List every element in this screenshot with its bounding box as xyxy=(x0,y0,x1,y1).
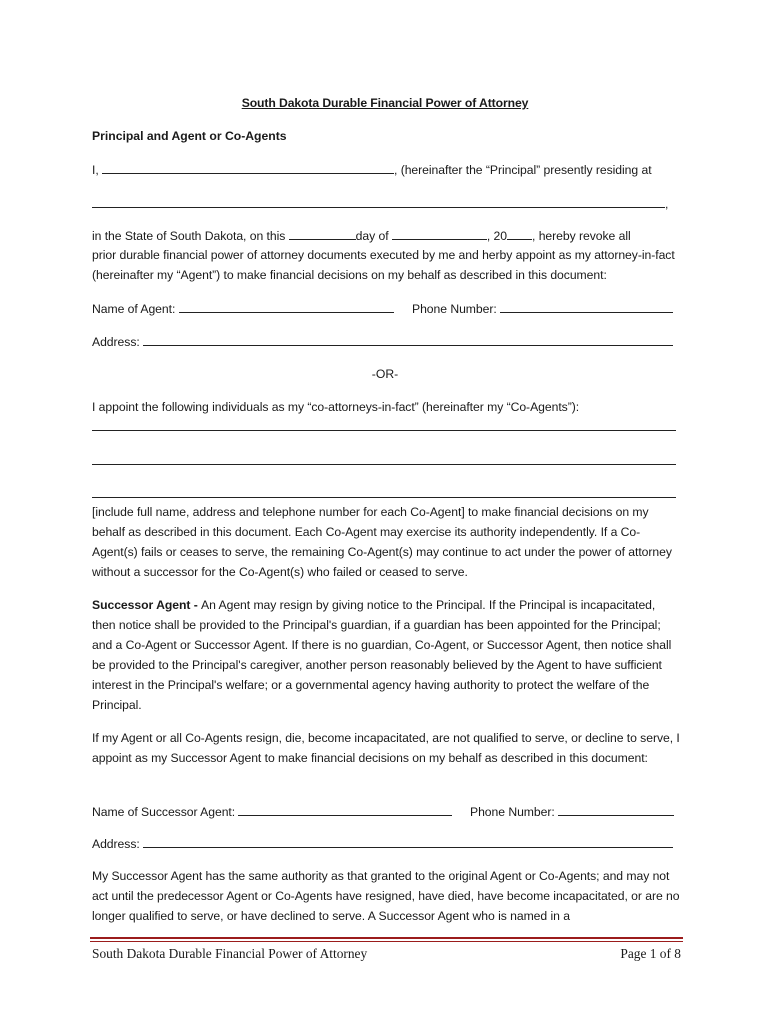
coagents-intro: I appoint the following individuals as my “co-attorneys-in-fact” (hereinafter my “Co-Agents”): xyxy=(92,400,580,414)
principal-name-blank[interactable] xyxy=(102,162,394,174)
state-text-c: , 20 xyxy=(486,229,508,243)
principal-residence-line xyxy=(92,196,668,211)
agent-address-row xyxy=(92,334,673,349)
state-date-line xyxy=(92,228,631,243)
resign-paragraph: If my Agent or all Co-Agents resign, die, become incapacitated, are not qualified to serve, or decline to serve, I appoint as my Successor Agent to make financial decisions on my behalf as described in this document: xyxy=(92,731,680,765)
agent-name-blank[interactable] xyxy=(179,301,394,313)
successor-paragraph xyxy=(92,595,682,715)
principal-suffix: , (hereinafter the “Principal” presently residing at xyxy=(394,163,652,177)
residence-comma: , xyxy=(665,197,669,211)
successor-phone-row xyxy=(470,804,674,819)
month-blank[interactable] xyxy=(392,228,487,240)
day-blank[interactable] xyxy=(289,228,356,240)
coagent-blank-2[interactable] xyxy=(92,464,676,465)
coagent-blank-1[interactable] xyxy=(92,430,676,431)
footer-title: South Dakota Durable Financial Power of Attorney xyxy=(92,946,368,961)
revoke-paragraph: prior durable financial power of attorney documents executed by me and herby appoint as my attorney-in-fact (hereinafter my “Agent”) to make financial decisions on my behalf as described in this document: xyxy=(92,248,675,282)
agent-name-row xyxy=(92,301,394,316)
coagent-blank-3[interactable] xyxy=(92,497,676,498)
year-blank[interactable] xyxy=(507,228,532,240)
coagents-paragraph: [include full name, address and telephone number for each Co-Agent] to make financial decisions on my behalf as described in this document. Each Co-Agent may exercise its authority independently. If a Co-Agent(s) fails or ceases to serve, the remaining Co-Agent(s) may continue to act under the power of attorney without a successor for the Co-Agent(s) who failed or ceased to serve. xyxy=(92,505,672,579)
successor-address-blank[interactable] xyxy=(143,836,673,848)
agent-phone-row xyxy=(412,301,673,316)
principal-prefix: I, xyxy=(92,163,103,177)
agent-phone-blank[interactable] xyxy=(500,301,673,313)
principal-residence-blank[interactable] xyxy=(92,196,665,208)
state-text-a: in the State of South Dakota, on this xyxy=(92,229,289,243)
footer-rule-thick xyxy=(90,937,683,939)
page-number: Page 1 of 8 xyxy=(620,946,681,961)
successor-heading: Successor Agent - xyxy=(92,598,202,612)
successor-address-row xyxy=(92,836,673,851)
authority-paragraph: My Successor Agent has the same authority as that granted to the original Agent or Co-Agents; and may not act until the predecessor Agent or Co-Agents have resigned, have died, have become incapacitated, or are no longer qualified to serve, or have declined to serve. A Successor Agent who is named in a xyxy=(92,869,680,923)
agent-address-label: Address: xyxy=(92,335,144,349)
successor-name-label: Name of Successor Agent: xyxy=(92,805,239,819)
agent-name-label: Name of Agent: xyxy=(92,302,179,316)
agent-address-blank[interactable] xyxy=(143,334,673,346)
state-text-d: , hereby revoke all xyxy=(532,229,631,243)
principal-name-line xyxy=(92,162,652,177)
successor-text: An Agent may resign by giving notice to the Principal. If the Principal is incapacitated, then notice shall be provided to the Principal's guardian, if a guardian has been appointed for the Principal; and a Co-Agent or Successor Agent. If there is no guardian, Co-Agent, or Successor Agent, then notice shall be provided to the Principal's caregiver, another person reasonably believed by the Agent to have sufficient interest in the Principal's welfare; or a governmental agency having authority to protect the welfare of the Principal. xyxy=(92,598,672,712)
successor-phone-blank[interactable] xyxy=(558,804,674,816)
document-title: South Dakota Durable Financial Power of Attorney xyxy=(241,96,529,110)
state-text-b: day of xyxy=(355,229,392,243)
successor-address-label: Address: xyxy=(92,837,144,851)
footer-rule-thin xyxy=(90,941,683,942)
successor-phone-label: Phone Number: xyxy=(470,805,559,819)
or-separator: -OR- xyxy=(371,367,399,381)
successor-name-row xyxy=(92,804,452,819)
section-heading: Principal and Agent or Co-Agents xyxy=(92,129,287,143)
successor-name-blank[interactable] xyxy=(238,804,452,816)
agent-phone-label: Phone Number: xyxy=(412,302,501,316)
